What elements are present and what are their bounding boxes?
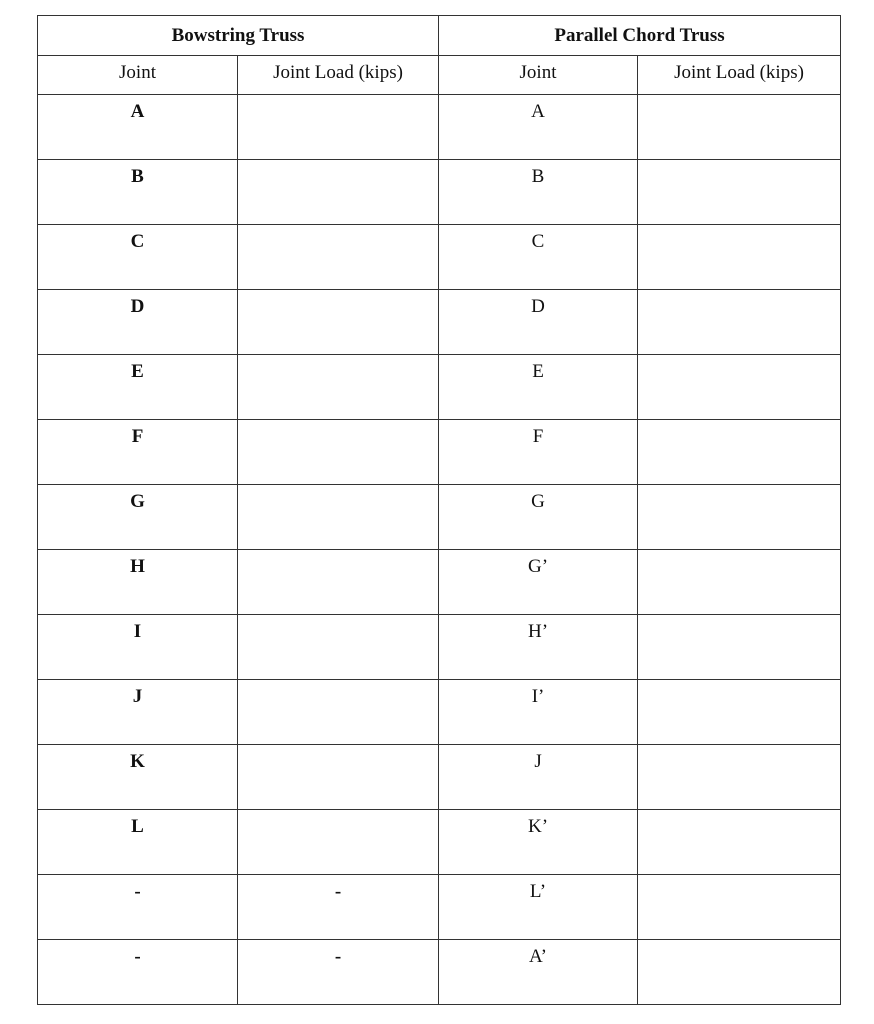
parallel-load-cell[interactable] [638,550,841,615]
bowstring-load-cell[interactable] [238,550,439,615]
bowstring-load-header: Joint Load (kips) [238,56,439,95]
table-row [38,745,841,810]
parallel-load-cell[interactable] [638,225,841,290]
bowstring-load-cell[interactable] [238,810,439,875]
bowstring-load-cell[interactable] [238,95,439,160]
parallel-load-cell[interactable] [638,95,841,160]
parallel-load-cell[interactable] [638,875,841,940]
bowstring-joint-cell: C [38,225,238,290]
parallel-load-cell[interactable] [638,485,841,550]
parallel-joint-cell: G’ [439,550,638,615]
bowstring-joint-cell: J [38,680,238,745]
bowstring-joint-cell: K [38,745,238,810]
parallel-joint-cell: A [439,95,638,160]
table-row [38,485,841,550]
parallel-load-cell[interactable] [638,680,841,745]
parallel-joint-cell: G [439,485,638,550]
bowstring-joint-cell: D [38,290,238,355]
bowstring-load-cell[interactable]: - [238,875,439,940]
parallel-joint-cell: D [439,290,638,355]
table-row [38,160,841,225]
bowstring-truss-title: Bowstring Truss [38,16,439,56]
bowstring-joint-cell: E [38,355,238,420]
parallel-load-cell[interactable] [638,355,841,420]
parallel-joint-cell: J [439,745,638,810]
bowstring-load-cell[interactable] [238,420,439,485]
parallel-chord-truss-title: Parallel Chord Truss [439,16,841,56]
table-row [38,810,841,875]
parallel-joint-cell: A’ [439,940,638,1005]
bowstring-joint-cell: G [38,485,238,550]
table-row [38,875,841,940]
parallel-load-header: Joint Load (kips) [638,56,841,95]
bowstring-load-cell[interactable] [238,485,439,550]
parallel-joint-cell: H’ [439,615,638,680]
parallel-load-cell[interactable] [638,940,841,1005]
parallel-load-cell[interactable] [638,420,841,485]
table-row [38,290,841,355]
parallel-joint-cell: C [439,225,638,290]
truss-title-row [38,16,841,56]
parallel-joint-cell: K’ [439,810,638,875]
bowstring-load-cell[interactable] [238,160,439,225]
parallel-load-cell[interactable] [638,745,841,810]
parallel-joint-cell: F [439,420,638,485]
bowstring-joint-cell: A [38,95,238,160]
table-row [38,940,841,1005]
bowstring-load-cell[interactable] [238,615,439,680]
bowstring-load-cell[interactable] [238,225,439,290]
table-row [38,355,841,420]
bowstring-joint-cell: - [38,940,238,1005]
bowstring-joint-cell: I [38,615,238,680]
parallel-load-cell[interactable] [638,290,841,355]
bowstring-joint-cell: F [38,420,238,485]
parallel-joint-cell: I’ [439,680,638,745]
bowstring-load-cell[interactable] [238,355,439,420]
bowstring-joint-cell: - [38,875,238,940]
bowstring-joint-cell: L [38,810,238,875]
table-row [38,420,841,485]
bowstring-load-cell[interactable] [238,290,439,355]
parallel-joint-header: Joint [439,56,638,95]
bowstring-joint-cell: B [38,160,238,225]
bowstring-joint-cell: H [38,550,238,615]
table-row [38,615,841,680]
bowstring-load-cell[interactable] [238,745,439,810]
bowstring-joint-header: Joint [38,56,238,95]
column-header-row [38,56,841,95]
parallel-joint-cell: L’ [439,875,638,940]
joint-load-table [37,15,841,1005]
bowstring-load-cell[interactable] [238,680,439,745]
parallel-joint-cell: E [439,355,638,420]
bowstring-load-cell[interactable]: - [238,940,439,1005]
table-row [38,680,841,745]
table-row [38,225,841,290]
table-body [38,95,841,1005]
parallel-load-cell[interactable] [638,615,841,680]
parallel-joint-cell: B [439,160,638,225]
parallel-load-cell[interactable] [638,810,841,875]
table-row [38,550,841,615]
table-row [38,95,841,160]
parallel-load-cell[interactable] [638,160,841,225]
